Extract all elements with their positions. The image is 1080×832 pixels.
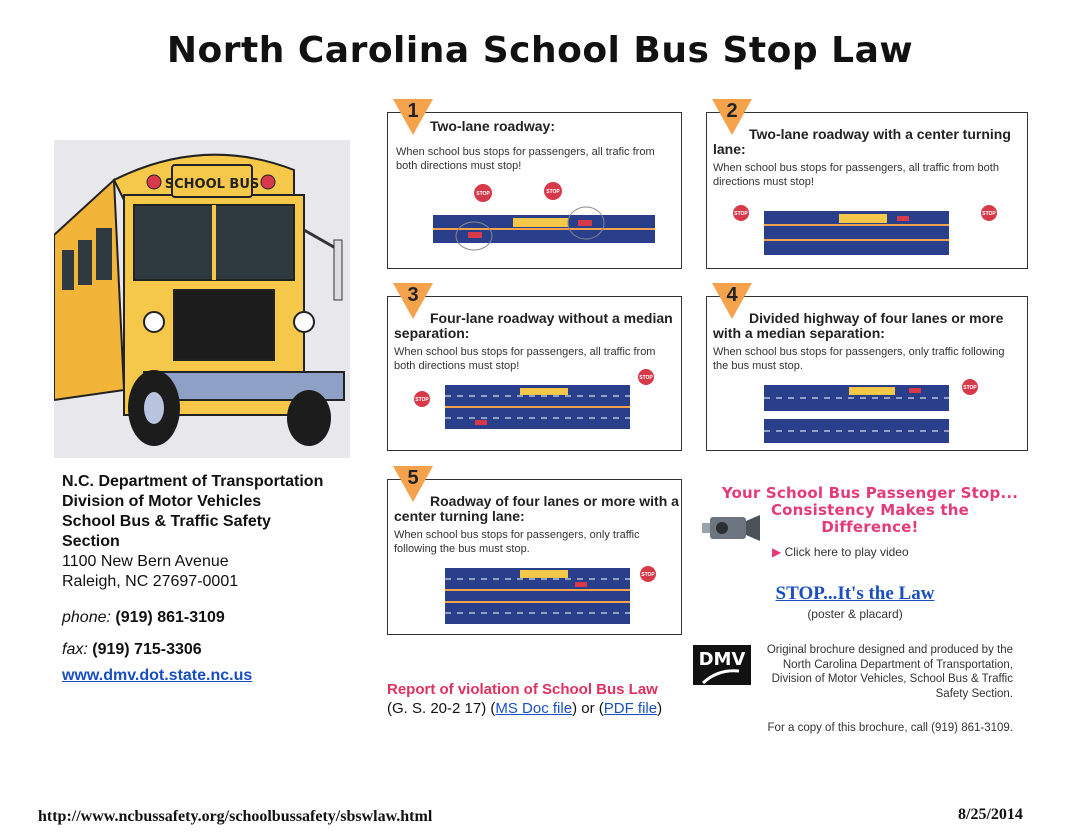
pdf-link[interactable]: PDF file (603, 700, 658, 717)
fax-label: fax: (62, 641, 88, 658)
panel-3 (387, 284, 682, 451)
promo-line-3: Difference! (821, 518, 919, 536)
panel-2 (706, 100, 1028, 269)
svg-text:STOP: STOP (641, 572, 655, 578)
svg-text:STOP: STOP (639, 375, 653, 381)
website-link[interactable]: www.dmv.dot.state.nc.us (62, 667, 253, 684)
svg-text:STOP: STOP (476, 191, 490, 197)
org-line-4: Section (62, 533, 120, 550)
panel-4-title: Divided highway of four lanes or more with a median separation: (713, 310, 1004, 341)
organization-info (62, 472, 362, 592)
svg-text:STOP: STOP (734, 211, 748, 217)
brochure-credit: Original brochure designed and produced by the North Carolina Department of Transportation, Division of Motor Vehicles, School Bus & Traffic Safety Section. (766, 644, 1013, 700)
fax-row (62, 634, 225, 666)
phone-label: phone: (62, 609, 111, 626)
dmv-logo (693, 645, 751, 685)
panel-5-road-diagram (410, 562, 670, 632)
panel-5-description: When school bus stops for passengers, only traffic following the bus must stop. (394, 529, 640, 555)
panel-3-title: Four-lane roadway without a median separation: (394, 310, 673, 341)
promo-line-2: Consistency Makes the (770, 501, 970, 519)
svg-text:STOP: STOP (546, 189, 560, 195)
panel-2-title: Two-lane roadway with a center turning lane: (713, 126, 1011, 157)
violation-report (387, 680, 677, 718)
ms-doc-link[interactable]: MS Doc file (495, 700, 573, 717)
svg-text:STOP: STOP (982, 211, 996, 217)
org-line-1: N.C. Department of Transportation (62, 473, 324, 490)
panel-1-title: Two-lane roadway: (430, 118, 555, 134)
school-bus-illustration (54, 140, 350, 458)
phone-number: (919) 861-3109 (115, 609, 225, 626)
stop-law-link[interactable]: STOP...It's the Law (775, 583, 935, 604)
report-statute: (G. S. 20-2 17) ( (387, 700, 496, 717)
org-line-3: School Bus & Traffic Safety (62, 513, 271, 530)
play-video-link[interactable] (772, 545, 909, 559)
panel-1-description: When school bus stops for passengers, all trafic from both directions must stop! (396, 146, 655, 172)
promo-line-1: Your School Bus Passenger Stop... (721, 484, 1019, 502)
footer-url: http://www.ncbussafety.org/schoolbussafety/sbswlaw.html (38, 808, 433, 825)
stop-law-subtitle: (poster & placard) (807, 607, 903, 621)
panel-5-title: Roadway of four lanes or more with a center turning lane: (394, 493, 679, 524)
panel-2-number: 2 (726, 100, 738, 122)
panel-4 (706, 284, 1028, 451)
panel-1-number: 1 (407, 100, 419, 122)
phone-row (62, 602, 225, 634)
panel-1 (387, 100, 682, 269)
video-promo[interactable] (700, 485, 1040, 565)
address-line-2: Raleigh, NC 27697-0001 (62, 573, 239, 590)
panel-3-road-diagram (410, 367, 670, 437)
video-camera-icon (700, 507, 762, 547)
bus-sign-text: SCHOOL BUS (164, 177, 260, 192)
panel-5 (387, 467, 682, 635)
panel-4-road-diagram (729, 377, 1009, 447)
svg-text:STOP: STOP (415, 397, 429, 403)
fax-number: (919) 715-3306 (92, 641, 202, 658)
panel-2-description: When school bus stops for passengers, all traffic from both directions must stop! (713, 162, 999, 188)
contact-info (62, 602, 225, 666)
panel-1-road-diagram (428, 181, 658, 251)
panel-4-description: When school bus stops for passengers, only traffic following the bus must stop. (713, 346, 1005, 372)
svg-text:STOP: STOP (963, 385, 977, 391)
address-line-1: 1100 New Bern Avenue (62, 553, 229, 570)
org-line-2: Division of Motor Vehicles (62, 493, 262, 510)
report-or: ) or ( (572, 700, 604, 717)
report-close: ) (657, 700, 663, 717)
copy-note: For a copy of this brochure, call (919) 861-3109. (767, 722, 1013, 734)
panel-2-road-diagram (729, 199, 1009, 259)
panel-3-description: When school bus stops for passengers, all traffic from both directions must stop! (394, 346, 656, 372)
play-arrow-icon: ▶ (772, 545, 782, 559)
panel-3-number: 3 (407, 284, 419, 306)
stop-law-section (720, 583, 990, 621)
svg-text:DMV: DMV (698, 649, 746, 670)
panel-1-badge (393, 99, 433, 137)
footer-date: 8/25/2014 (958, 806, 1023, 823)
report-heading: Report of violation of School Bus Law (387, 681, 658, 698)
panel-4-number: 4 (726, 284, 738, 306)
play-video-label: Click here to play video (784, 545, 909, 559)
page-title: North Carolina School Bus Stop Law (166, 30, 914, 71)
panel-5-number: 5 (407, 467, 419, 489)
